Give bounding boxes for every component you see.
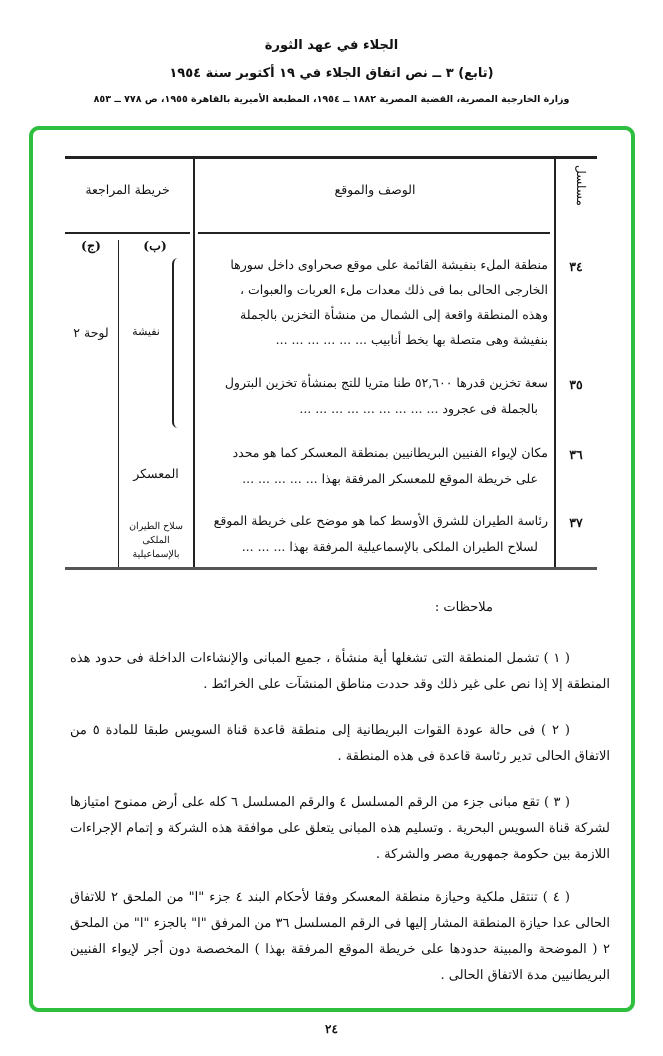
row-desc-line: بالجملة فى عجرود ... ... ... ... ... ... ... ... ... [299, 401, 538, 416]
header-rule-map [65, 232, 190, 234]
row-desc-line: رئاسة الطيران للشرق الأوسط كما هو موضح على خريطة الموقع [213, 513, 548, 528]
row-number: ٣٥ [569, 377, 583, 392]
table-bottom-rule [65, 567, 597, 570]
source-citation: وزارة الخارجية المصرية، القضية المصرية ١٨٨٢ ــ ١٩٥٤، المطبعة الأميرية بالقاهرة ١٩٥٥، ص ٧٧٨ ــ ٨٥٣ [93, 94, 570, 105]
col-divider-desc [193, 159, 195, 567]
header-description: الوصف والموقع [334, 182, 416, 197]
brace-mark [172, 258, 180, 428]
row-number: ٣٤ [569, 259, 583, 274]
page-number: ٢٤ [325, 1022, 338, 1036]
notes-title: ملاحظات : [434, 600, 493, 615]
row-desc-line: لسلاح الطيران الملكى بالإسماعيلية المرفقة بهذا ... ... ... [241, 539, 538, 554]
row-desc-line: سعة تخزين قدرها ٥٢,٦٠٠ طنا متريا للتج بمنشأة تخزين البترول [224, 375, 548, 390]
map-c-sheet: لوحة ٢ [73, 325, 109, 340]
row-desc-line: منطقة الملء بنفيشة القائمة على موقع صحراوى داخل سورها [230, 257, 548, 272]
header-serial: مسلسل [574, 165, 588, 206]
row-desc-line: الخارجى الحالى بما فى ذلك معدات ملء العربات والعبوات ، [240, 282, 548, 297]
book-title: الجلاء في عهد الثورة [264, 38, 399, 53]
note-item: ( ٣ ) تقع مبانى جزء من الرقم المسلسل ٤ والرقم المسلسل ٦ كله على أرض ممنوح امتيازها لشركة قناة السويس البحرية . وتسليم هذه المبانى يتعلق على موافقة هذه الشركة و إتمام الإجراءات اللازمة بين حكومة جمهورية مصر والشركة . [70, 795, 610, 862]
subheader-c: (ج) [81, 238, 101, 253]
map-b-camp: المعسكر [133, 466, 179, 481]
row-desc-line: وهذه المنطقة واقعة إلى الشمال من منشأة التخزين بالجملة [240, 307, 548, 322]
note-item: ( ٢ ) فى حالة عودة القوات البريطانية إلى منطقة قاعدة قناة السويس طبقا للمادة ٥ من الاتفاق الحالى تدير رئاسة قاعدة فى هذه المنطقة . [70, 723, 610, 764]
header-rule-desc [198, 232, 550, 234]
row-number: ٣٧ [569, 515, 583, 530]
col-divider-map [118, 240, 119, 567]
subheader-b: (ب) [143, 238, 167, 253]
note-item: ( ٤ ) تنتقل ملكية وحيازة منطقة المعسكر وفقا لأحكام البند ٤ جزء "ا" من الملحق ٢ للاتفاق الحالى عدا حيازة المنطقة المشار إليها فى الرقم المسلسل ٣٦ من المرفق "ا" بالجزء "ا" من الملحق ٢ ( الموضحة والمبينة حدودها على خريطة الموقع المرفقة بهذا ) المخصصة دون أجر لإيواء الفنيين البريطانيين مدة الاتفاق الحالى . [70, 890, 610, 983]
section-title: (تابع) ٣ ــ نص اتفاق الجلاء في ١٩ أكتوبر سنة ١٩٥٤ [169, 66, 494, 81]
row-desc-line: مكان لإيواء الفنيين البريطانيين بمنطقة المعسكر كما هو محدد [232, 445, 548, 460]
map-b-raf: سلاح الطيران الملكى بالإسماعيلية [129, 521, 183, 560]
map-b-nafisha: نفيشة [132, 325, 160, 338]
row-desc-line: على خريطة الموقع للمعسكر المرفقة بهذا ... ... ... ... ... [242, 471, 538, 486]
col-divider-serial [554, 159, 556, 567]
row-number: ٣٦ [569, 447, 583, 462]
header-map: خريطة المراجعة [85, 182, 170, 197]
table-top-rule [65, 156, 597, 159]
note-item: ( ١ ) تشمل المنطقة التى تشغلها أية منشأة ، جميع المبانى والإنشاءات الداخلة فى حدود هذه المنطقة إلا إذا نص على غير ذلك وقد حددت مناطق المنشآت على الخرائط . [70, 651, 610, 692]
row-desc-line: بنفيشة وهى متصلة بها بخط أنابيب ... ... ... ... ... ... [275, 332, 548, 347]
